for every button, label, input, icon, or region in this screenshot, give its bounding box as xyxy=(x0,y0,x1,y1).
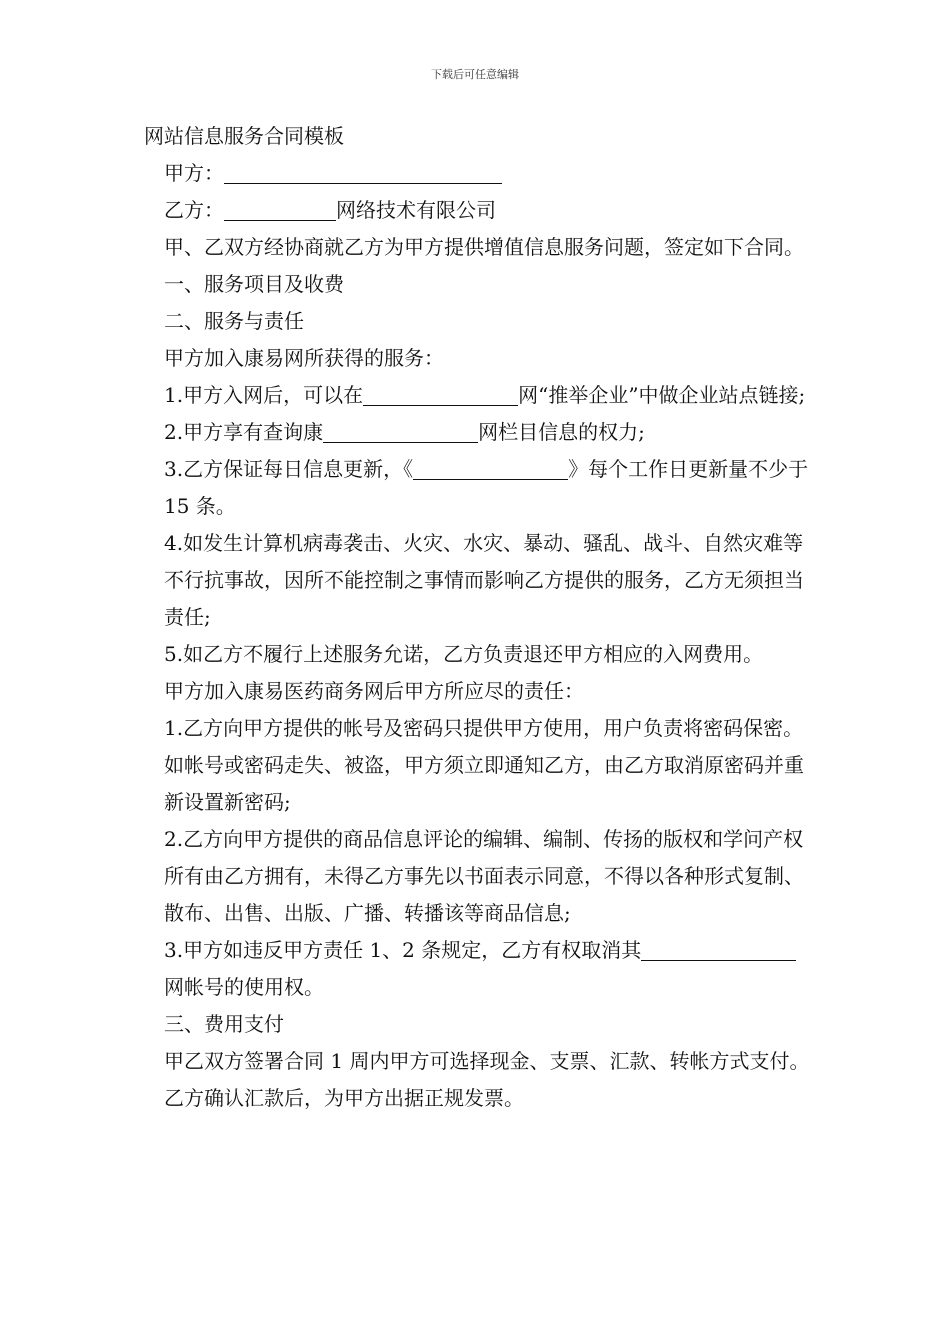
duty-item-1: 1.乙方向甲方提供的帐号及密码只提供甲方使用，用户负责将密码保密。如帐号或密码走失、被盗，甲方须立即通知乙方，由乙方取消原密码并重新设置新密码; xyxy=(164,716,804,814)
page-header: 下载后可任意编辑 xyxy=(431,68,519,81)
party-b-line xyxy=(144,192,816,229)
section-3-heading: 三、费用支付 xyxy=(164,1012,284,1036)
service-item-3-blank xyxy=(413,455,568,480)
payment-clause: 甲乙双方签署合同 1 周内甲方可选择现金、支票、汇款、转帐方式支付。乙方确认汇款后，为甲方出据正规发票。 xyxy=(164,1049,810,1110)
party-b-blank xyxy=(224,196,336,221)
duties-intro: 甲方加入康易医药商务网后甲方所应尽的责任： xyxy=(164,679,584,703)
service-item-1-pre: 1.甲方入网后，可以在 xyxy=(164,383,364,407)
party-b-suffix: 网络技术有限公司 xyxy=(336,198,496,222)
service-item-5: 5.如乙方不履行上述服务允诺，乙方负责退还甲方相应的入网费用。 xyxy=(164,642,764,666)
preamble: 甲、乙双方经协商就乙方为甲方提供增值信息服务问题，签定如下合同。 xyxy=(164,235,804,259)
duty-item-3-blank xyxy=(641,936,796,961)
duty-item-2: 2.乙方向甲方提供的商品信息评论的编辑、编制、传扬的版权和学问产权所有由乙方拥有，未得乙方事先以书面表示同意，不得以各种形式复制、散布、出售、出版、广播、转播该等商品信息; xyxy=(164,827,804,925)
party-b-label: 乙方： xyxy=(164,198,224,222)
service-item-2 xyxy=(144,414,816,451)
party-a-blank xyxy=(224,159,502,184)
document-title: 网站信息服务合同模板 xyxy=(144,124,344,148)
service-item-3-post: 》每个工作日更新量不少于 15 条。 xyxy=(164,457,815,518)
duty-item-3 xyxy=(144,932,816,1006)
service-item-2-blank xyxy=(323,418,478,443)
section-2-heading: 二、服务与责任 xyxy=(164,309,304,333)
document-body xyxy=(144,118,816,1117)
service-item-2-post: 网栏目信息的权力; xyxy=(478,420,645,444)
service-item-3-pre: 3.乙方保证每日信息更新，《 xyxy=(164,457,414,481)
service-item-3 xyxy=(144,451,816,525)
service-item-4: 4.如发生计算机病毒袭击、火灾、水灾、暴动、骚乱、战斗、自然灾难等不行抗事故，因所不能控制之事情而影响乙方提供的服务，乙方无须担当责任; xyxy=(164,531,804,629)
service-item-1-blank xyxy=(363,381,518,406)
duty-item-3-post: 网帐号的使用权。 xyxy=(164,975,324,999)
services-intro: 甲方加入康易网所获得的服务： xyxy=(164,346,444,370)
party-a-label: 甲方： xyxy=(164,161,224,185)
duty-item-3-pre: 3.甲方如违反甲方责任 1、2 条规定，乙方有权取消其 xyxy=(164,938,642,962)
service-item-1-post: 网“推举企业”中做企业站点链接; xyxy=(518,383,806,407)
party-a-line xyxy=(144,155,816,192)
service-item-2-pre: 2.甲方享有查询康 xyxy=(164,420,324,444)
service-item-1 xyxy=(144,377,816,414)
section-1-heading: 一、服务项目及收费 xyxy=(164,272,344,296)
